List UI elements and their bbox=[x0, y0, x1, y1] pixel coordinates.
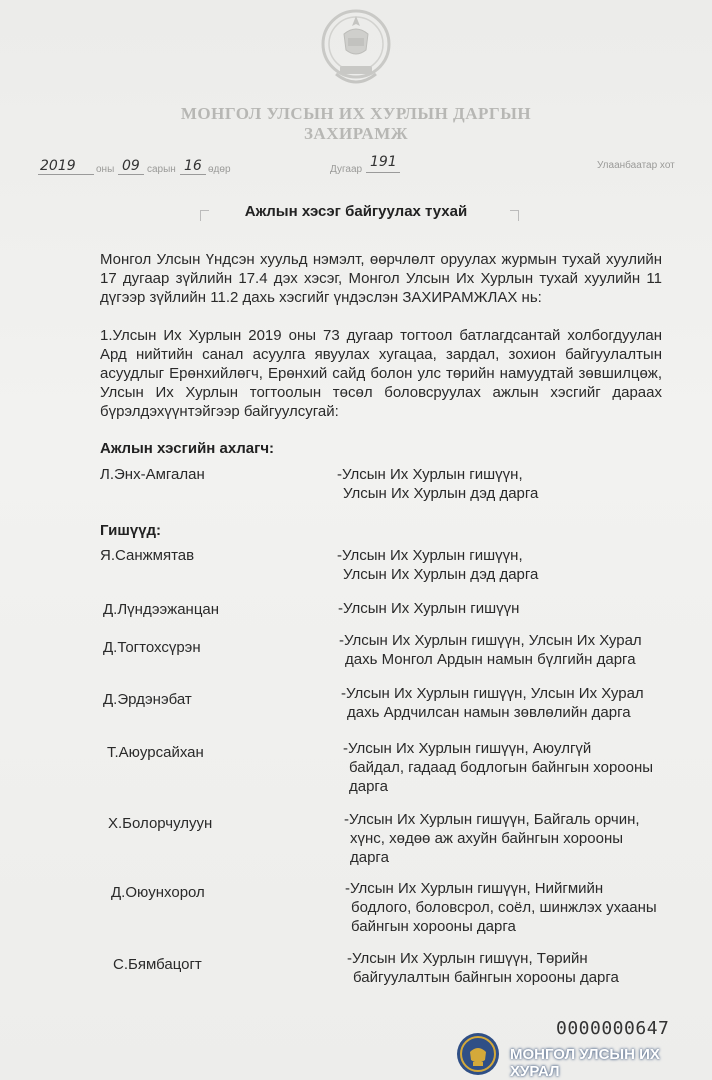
role-line: дарга bbox=[350, 849, 389, 866]
role-line: -Улсын Их Хурлын гишүүн, Улсын Их Хурал bbox=[339, 632, 642, 649]
role-line: -Улсын Их Хурлын гишүүн, bbox=[337, 547, 523, 564]
role-line: Улсын Их Хурлын дэд дарга bbox=[343, 566, 539, 583]
year-suffix: оны bbox=[96, 164, 115, 175]
date-year: 2019 bbox=[40, 158, 76, 174]
role-line: байнгын хорооны дарга bbox=[351, 918, 516, 935]
member-role bbox=[338, 599, 668, 618]
role-line: -Улсын Их Хурлын гишүүн, Нийгмийн bbox=[345, 880, 604, 897]
role-line: дарга bbox=[349, 778, 388, 795]
footer-watermark-text: МОНГОЛ УЛСЫН ИХ ХУРАЛ bbox=[510, 1046, 660, 1080]
role-line: дахь Ардчилсан намын зөвлөлийн дарга bbox=[347, 704, 631, 721]
member-name: Д.Оюунхорол bbox=[111, 884, 205, 901]
number-label: Дугаар bbox=[330, 164, 363, 175]
role-line: -Улсын Их Хурлын гишүүн, Аюулгүй bbox=[343, 740, 592, 757]
chair-heading: Ажлын хэсгийн ахлагч: bbox=[100, 440, 275, 457]
member-name: Д.Эрдэнэбат bbox=[103, 691, 192, 708]
member-name: Я.Санжмятав bbox=[100, 547, 195, 564]
document-title: Ажлын хэсэг байгуулах тухай bbox=[244, 203, 468, 220]
decree-paragraph: 1.Улсын Их Хурлын 2019 оны 73 дугаар тогтоол батлагдсантай холбогдуулан Ард нийтийн санал асуулга явуулах хугацаа, зардал, зохион байгуулалтын асуудлыг Ерөнхийлөгч, Ерөнхий сайд болон улс төрийн намуудтай зөвшилцөж, Улсын Их Хурлын тогтоолын төсөл боловсруулах ажлын хэсгийг дараах бүрэлдэхүүнтэйгээр байгуулсугай: bbox=[100, 327, 662, 420]
document-number: 191 bbox=[370, 154, 397, 170]
chair-name: Л.Энх-Амгалан bbox=[100, 466, 205, 483]
role-line: байдал, гадаад бодлогын байнгын хорооны bbox=[349, 759, 654, 776]
document-type: ЗАХИРАМЖ bbox=[303, 124, 409, 143]
member-role bbox=[345, 879, 675, 936]
member-role bbox=[343, 739, 673, 796]
member-name: С.Бямбацогт bbox=[113, 956, 202, 973]
member-name: Х.Болорчулуун bbox=[108, 815, 213, 832]
role-line: бодлого, боловсрол, соёл, шинжлэх ухааны bbox=[351, 899, 657, 916]
month-suffix: сарын bbox=[147, 164, 176, 175]
day-suffix: өдөр bbox=[208, 164, 231, 175]
role-line: -Улсын Их Хурлын гишүүн, Улсын Их Хурал bbox=[341, 685, 644, 702]
role-line: дахь Монгол Ардын намын бүлгийн дарга bbox=[345, 651, 636, 668]
city-label: Улаанбаатар хот bbox=[597, 160, 675, 171]
member-role bbox=[341, 684, 671, 722]
member-role bbox=[339, 631, 669, 669]
role-line: байгуулалтын байнгын хорооны дарга bbox=[353, 969, 619, 986]
member-role bbox=[337, 546, 667, 584]
date-month: 09 bbox=[122, 158, 140, 174]
member-name: Д.Лүндээжанцан bbox=[103, 601, 220, 618]
date-day: 16 bbox=[184, 158, 202, 174]
parliament-logo-icon bbox=[456, 1032, 500, 1076]
role-line: -Улсын Их Хурлын гишүүн, Байгаль орчин, bbox=[344, 811, 640, 828]
chair-role bbox=[337, 465, 667, 503]
member-role bbox=[344, 810, 674, 867]
member-name: Т.Аюурсайхан bbox=[107, 744, 204, 761]
issuer-title: МОНГОЛ УЛСЫН ИХ ХУРЛЫН ДАРГЫН bbox=[180, 104, 532, 123]
role-line: -Улсын Их Хурлын гишүүн, Төрийн bbox=[347, 950, 588, 967]
role-line: хүнс, хөдөө аж ахуйн байнгын хорооны bbox=[350, 830, 624, 847]
role-line: Улсын Их Хурлын дэд дарга bbox=[343, 485, 539, 502]
registration-number: 0000000647 bbox=[556, 1018, 670, 1039]
preamble-paragraph: Монгол Улсын Үндсэн хуульд нэмэлт, өөрчлөлт оруулах журмын тухай хуулийн 17 дугаар зүйлийн 17.4 дэх хэсэг, Монгол Улсын Их Хурлын тухай хуулийн 11 дүгээр зүйлийн 11.2 дахь хэсгийг үндэслэн ЗАХИРАМЖЛАХ нь: bbox=[100, 251, 662, 306]
member-role bbox=[347, 949, 677, 987]
members-heading: Гишүүд: bbox=[100, 522, 162, 539]
role-line: -Улсын Их Хурлын гишүүн bbox=[338, 600, 520, 617]
member-name: Д.Тогтохсүрэн bbox=[103, 639, 201, 656]
state-emblem-icon bbox=[318, 4, 394, 90]
role-line: -Улсын Их Хурлын гишүүн, bbox=[337, 466, 523, 483]
